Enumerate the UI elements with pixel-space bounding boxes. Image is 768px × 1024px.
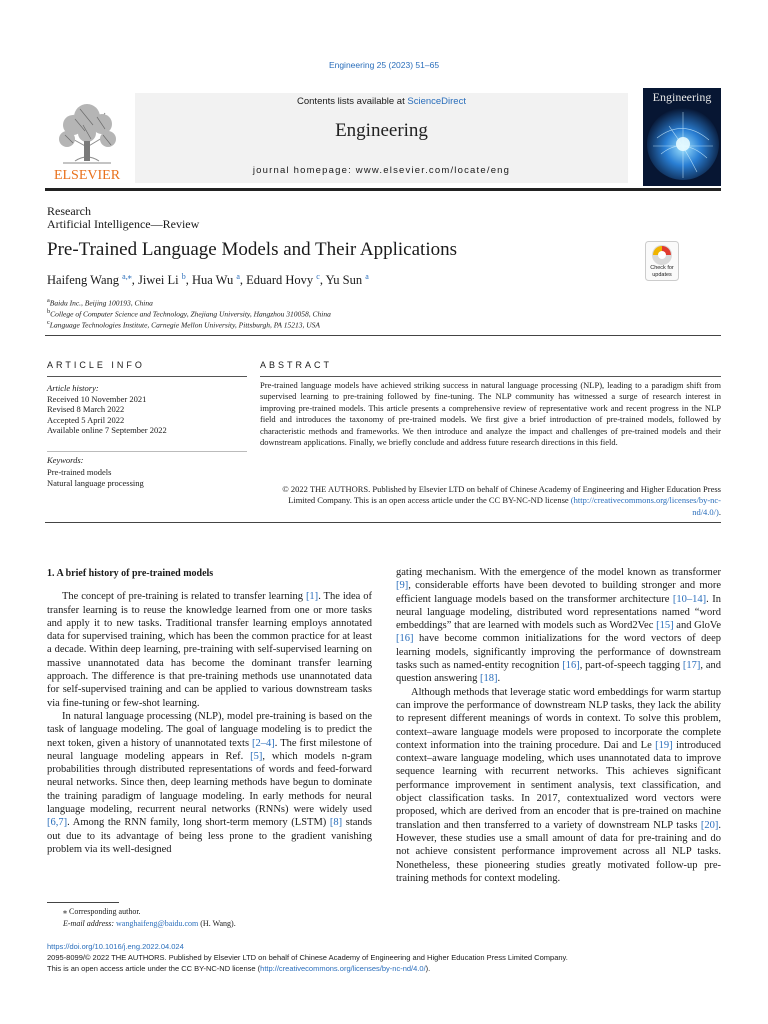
affiliation-text: College of Computer Science and Technology, Zhejiang University, Hangzhou 310058, China — [50, 309, 331, 319]
email-owner: (H. Wang). — [198, 919, 236, 928]
citation-link[interactable]: Engineering 25 (2023) 51–65 — [328, 60, 440, 70]
history-revised: Revised 8 March 2022 — [47, 404, 125, 415]
abstract-rule — [260, 376, 721, 377]
author-name: Haifeng Wang — [47, 273, 123, 288]
citation-ref-link[interactable]: [16] — [562, 660, 580, 672]
citation-ref-link[interactable]: [15] — [656, 620, 674, 632]
author-name: Hua Wu — [191, 273, 237, 288]
citation-ref-link[interactable]: [17] — [682, 660, 701, 672]
contents-prefix: Contents lists available at — [297, 96, 408, 107]
check-updates-label: Check for updates — [650, 265, 674, 278]
citation-ref-link[interactable]: [19] — [655, 739, 673, 751]
affiliation-b — [47, 308, 331, 319]
author-affiliation-mark[interactable]: c — [316, 272, 320, 281]
affiliation-mark: c — [47, 319, 50, 326]
affiliation-text: Language Technologies Institute, Carnegie Mellon University, Pittsburgh, PA 15213, USA — [49, 320, 320, 330]
citation-ref-link[interactable]: [8] — [329, 817, 343, 829]
open-access-line — [47, 963, 727, 974]
journal-cover-image[interactable] — [643, 88, 721, 186]
keywords — [47, 455, 247, 490]
citation-ref-link[interactable]: [6,7] — [47, 817, 68, 829]
citation-ref-link[interactable]: [2–4] — [252, 737, 275, 749]
copyright-text: © 2022 THE AUTHORS. Published by Elsevier LTD on behalf of Chinese Academy of Engineering and Higher Education Press Limited Company. This is an open access article under the CC BY-NC-ND license — [282, 484, 721, 506]
abstract-bottom-rule — [45, 522, 721, 523]
body-paragraph: The concept of pre-training is related to transfer learning [1]. The idea of transfer learning is to reuse the knowledge learned from one or more tasks and apply it to new tasks. Traditional transfer learning employs annotated data for supervised training, which has been the common practice for at least a decade. Within deep learning, pre-training with self-supervised learning on massive unannotated data has become the dominant transfer learning approach. The difference is that pre-training methods use unannotated data for self-supervised training and can be applied to various downstream tasks via fine-tuning or few-shot learning. — [47, 591, 372, 709]
citation-ref-link[interactable]: [18] — [480, 673, 498, 685]
doi-link[interactable]: https://doi.org/10.1016/j.eng.2022.04.024 — [47, 942, 184, 951]
author-affiliation-mark[interactable]: a — [236, 272, 240, 281]
contents-line — [135, 96, 628, 107]
author-separator: , — [319, 273, 326, 288]
section-heading: 1. A brief history of pre-trained models — [47, 568, 214, 579]
issn-line: 2095-8099/© 2022 THE AUTHORS. Published by Elsevier LTD on behalf of Chinese Academy of Engineering and Higher Education Press Limited Company. — [47, 953, 568, 962]
footnote — [47, 906, 377, 930]
history-label: Article history: — [47, 383, 99, 393]
affiliations-rule — [45, 335, 721, 336]
abstract-heading: ABSTRACT — [260, 360, 333, 370]
author-affiliation-mark[interactable]: b — [181, 272, 186, 281]
citation-ref-link[interactable]: [10–14] — [672, 593, 707, 605]
journal-citation[interactable] — [0, 60, 768, 70]
citation-ref-link[interactable]: [16] — [396, 633, 414, 645]
corresponding-author-note — [47, 906, 377, 918]
citation-ref-link[interactable]: [20] — [700, 819, 719, 831]
author-separator: , — [239, 273, 247, 288]
author-affiliation-mark[interactable]: a — [365, 272, 369, 281]
cover-title: Engineering — [652, 90, 712, 104]
abstract-copyright — [260, 484, 721, 518]
paper-title: Pre-Trained Language Models and Their Applications — [47, 239, 458, 260]
author-name: Jiwei Li — [137, 273, 182, 288]
page-footer — [47, 941, 727, 974]
history-accepted: Accepted 5 April 2022 — [47, 414, 125, 425]
check-for-updates-badge[interactable] — [645, 241, 679, 281]
body-paragraph: In natural language processing (NLP), model pre-training is based on the task of language modeling. The goal of language modeling is to predict the next token, given a history of unannotated texts [2–4]. The first milestone of neural language modeling appears in Ref. [5], which models n-gram probabilities through distributed representations of words and feed-forward neural networks. Since then, deep learning methods have begun to dominate the training paradigm of language modeling. In early methods for neural language modeling, recurrent neural networks (RNNs) were widely used [6,7]. Among the RNN family, long short-term memory (LSTM) [8] stands out due to its advantage of being less prone to the gradient vanishing problem via its well-designed — [47, 710, 373, 855]
article-section: Research — [47, 204, 91, 218]
author-email-link[interactable]: wanghaifeng@baidu.com — [116, 919, 199, 928]
keywords-label: Keywords: — [47, 455, 84, 465]
footnote-rule — [47, 902, 119, 903]
header-rule — [45, 188, 721, 191]
keywords-rule — [47, 451, 247, 452]
elsevier-tree-icon — [45, 95, 130, 183]
article-info-rule — [47, 376, 247, 377]
article-category: Artificial Intelligence—Review — [47, 217, 200, 231]
author-affiliation-mark[interactable]: a,⁎ — [122, 272, 132, 281]
citation-ref-link[interactable]: [1] — [305, 591, 319, 603]
history-received: Received 10 November 2021 — [47, 393, 147, 404]
history-online: Available online 7 September 2022 — [47, 425, 167, 436]
article-info-heading: ARTICLE INFO — [47, 360, 145, 370]
author-separator: , — [185, 273, 192, 288]
open-access-suffix: ). — [425, 964, 431, 973]
license-link[interactable]: (http://creativecommons.org/licenses/by-nc-nd/4.0/) — [570, 495, 721, 517]
open-access-prefix: This is an open access article under the CC BY-NC-ND license ( — [47, 964, 261, 973]
author-name: Eduard Hovy — [246, 273, 317, 288]
citation-ref-link[interactable]: [5] — [250, 750, 263, 762]
body-paragraph: gating mechanism. With the emergence of the model known as transformer [9], considerable efforts have been devoted to building stronger and more efficient language models based on the transformer architecture [10–14]. In neural language modeling, distributed word representations named “word embeddings” that are learned with models such as Word2Vec [15] and GloVe [16] have become common initializations for the word vectors of deep learning models, significantly improving the performance of downstream tasks such as named-entity recognition [16], part-of-speech tagging [17], and question answering [18]. — [396, 567, 721, 685]
body-column-left — [47, 567, 372, 856]
publisher-name: ELSEVIER — [53, 168, 121, 183]
citation-ref-link[interactable]: [9] — [396, 580, 409, 592]
affiliation-mark: b — [47, 308, 51, 315]
body-paragraph: Although methods that leverage static word embeddings for warm startup can improve the performance of downstream NLP tasks, they lack the ability to represent different meanings of words in context. To solve this problem, context–aware language models were proposed to incorporate the complete context information into the training procedure. Dai and Le [19] introduced context–aware language modeling, which uses unannotated data to improve sequence learning with recurrent networks. This achieves significant performance improvement in sentiment analysis, text classification, and object classification tasks. In 2017, contextualized word vectors were proposed, which are derived from an encoder that is pre-trained on machine translation and then transferred to a variety of downstream NLP tasks [20]. However, these studies use a small amount of data for pre-training and do not achieve consistent performance improvement across all NLP tasks. Nonetheless, these pioneering studies greatly motivated follow-up pre-training methods for context modeling. — [396, 686, 722, 884]
abstract-text: Pre-trained language models have achieved striking success in natural language processing (NLP), leading to a paradigm shift from supervised learning to pre-training followed by fine-tuning. The NLP community has witnessed a surge of research interest in improving pre-trained models. This article presents a comprehensive review of representative work and recent progress in the NLP field and introduces the taxonomy of pre-trained models. We first give a brief introduction of pre-trained models, followed by characteristic methods and frameworks. We then introduce and analyze the impact and challenges of pre-trained models and their downstream applications. Finally, we briefly conclude and address future research directions in this field. — [260, 380, 721, 448]
sciencedirect-link[interactable]: ScienceDirect — [407, 96, 466, 107]
body-column-right — [396, 566, 721, 885]
author-name: Yu Sun — [325, 273, 366, 288]
affiliation-text: Baidu Inc., Beijing 100193, China — [49, 298, 153, 308]
affiliation-mark: a — [47, 297, 50, 304]
copyright-end: . — [718, 506, 721, 517]
affiliation-c — [47, 319, 320, 330]
article-history — [47, 383, 247, 436]
footer-license-link[interactable]: http://creativecommons.org/licenses/by-nc-nd/4.0/ — [260, 964, 426, 973]
author-separator: , — [131, 273, 138, 288]
journal-title: Engineering — [335, 120, 428, 141]
email-label: E-mail address: — [63, 919, 115, 928]
keyword-item: Pre-trained models — [47, 466, 112, 477]
email-line — [47, 918, 377, 930]
keyword-item: Natural language processing — [47, 478, 144, 488]
elsevier-logo[interactable] — [45, 95, 130, 183]
author-list — [47, 272, 369, 288]
corresponding-label: Corresponding author. — [69, 907, 141, 916]
footnote-mark: ⁎ — [63, 907, 67, 916]
journal-homepage[interactable]: journal homepage: www.elsevier.com/locate/eng — [252, 165, 511, 176]
affiliation-a — [47, 297, 153, 308]
